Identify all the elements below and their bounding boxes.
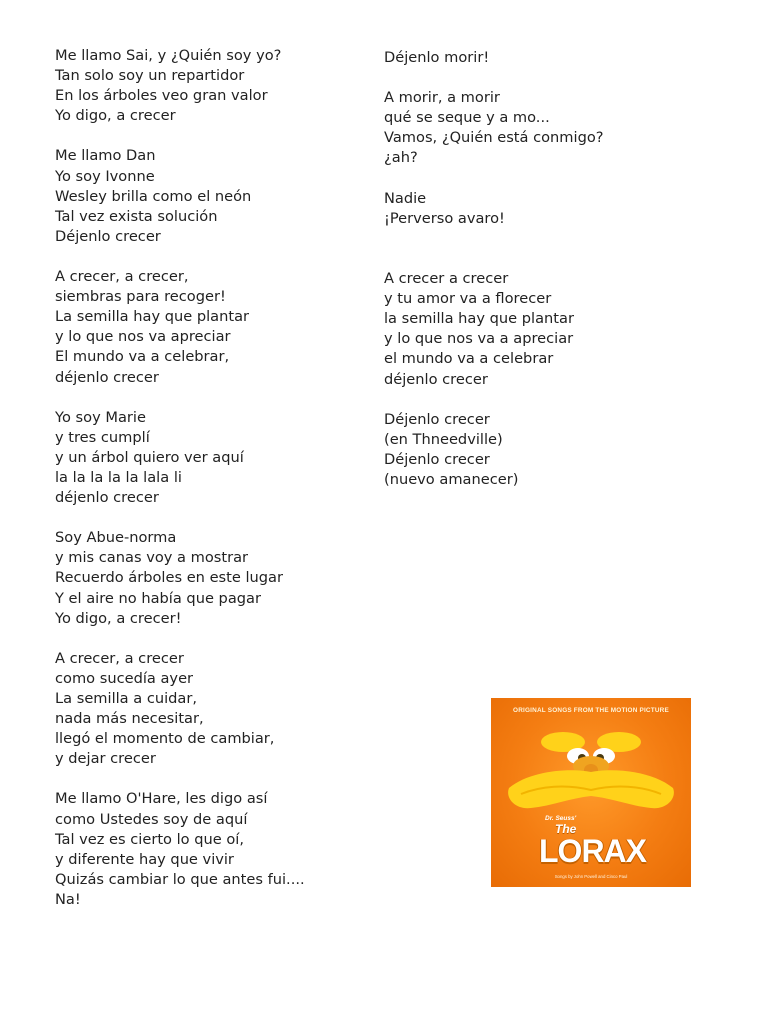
lyric-line: Vamos, ¿Quién está conmigo? (384, 129, 604, 147)
cover-the: The (555, 822, 577, 836)
lyric-line: y un árbol quiero ver aquí (55, 448, 244, 466)
lyric-line: Tal vez exista solución (55, 207, 218, 225)
lyric-line: La semilla hay que plantar (55, 308, 250, 326)
cover-credit: Songs by John Powell and Cinco Paul (554, 874, 628, 879)
lyric-line: como Ustedes soy de aquí (55, 810, 248, 828)
stanza (55, 649, 375, 770)
stanza (55, 267, 375, 388)
lyric-line: Recuerdo árboles en este lugar (55, 569, 283, 587)
lyric-line: Tan solo soy un repartidor (55, 67, 245, 85)
lyric-line: (nuevo amanecer) (384, 470, 519, 488)
lyric-line: Y el aire no había que pagar (55, 589, 261, 607)
lyric-line: En los árboles veo gran valor (55, 87, 268, 105)
stanza (55, 46, 375, 126)
lyric-line: déjenlo crecer (384, 370, 488, 388)
stanza (384, 189, 724, 229)
lyric-line: como sucedía ayer (55, 669, 194, 687)
lyric-line: A crecer a crecer (384, 270, 509, 288)
stanza (384, 88, 724, 168)
lyric-line: Yo digo, a crecer (55, 107, 176, 125)
lyric-line: Tal vez es cierto lo que oí, (55, 830, 244, 848)
lyric-line: Me llamo Dan (55, 147, 156, 165)
lyric-line: y tres cumplí (55, 428, 150, 446)
cover-brand: Dr. Seuss' (545, 815, 577, 822)
stanza (384, 269, 724, 390)
lyric-line: Me llamo O'Hare, les digo así (55, 790, 268, 808)
stanza (55, 528, 375, 628)
lyric-line: siembras para recoger! (55, 288, 226, 306)
lyric-line: Déjenlo morir! (384, 49, 490, 66)
lyric-line: la semilla hay que plantar (384, 310, 574, 328)
lyric-line: y mis canas voy a mostrar (55, 549, 249, 567)
lyric-line: Déjenlo crecer (384, 450, 490, 468)
lyric-line: Na! (55, 890, 81, 908)
lyrics-left-column (55, 46, 375, 910)
lyric-line: Soy Abue-norma (55, 529, 177, 547)
lyric-line: Déjenlo crecer (55, 227, 161, 245)
lyric-line: y dejar crecer (55, 750, 156, 768)
lorax-album-cover (491, 698, 691, 887)
lyric-line: La semilla a cuidar, (55, 690, 198, 707)
stanza (55, 146, 375, 246)
stanza (384, 410, 724, 490)
stanza (55, 408, 375, 508)
lyric-line: ¡Perverso avaro! (384, 209, 505, 227)
lyrics-right-column (384, 48, 724, 490)
lyric-line: Déjenlo crecer (384, 410, 490, 428)
lyric-line: Me llamo Sai, y ¿Quién soy yo? (55, 47, 282, 64)
lyric-line: A morir, a morir (384, 89, 500, 107)
lyric-line: A crecer, a crecer (55, 649, 184, 667)
lyric-line: déjenlo crecer (55, 368, 159, 386)
lyric-line: el mundo va a celebrar (384, 350, 554, 368)
stanza (384, 48, 724, 68)
cover-top-text: ORIGINAL SONGS FROM THE MOTION PICTURE (513, 707, 669, 714)
stanza (55, 789, 375, 910)
lyric-line: Yo soy Ivonne (55, 167, 155, 185)
lyric-line: Nadie (384, 189, 427, 207)
lyric-line: qué se seque y a mo... (384, 109, 550, 127)
lyric-line: (en Thneedville) (384, 430, 503, 448)
lyric-line: Yo soy Marie (55, 408, 146, 426)
lyric-line: ¿ah? (384, 149, 418, 167)
lyric-line: y lo que nos va a apreciar (384, 330, 574, 348)
lyric-line: nada más necesitar, (55, 710, 204, 728)
lyric-line: El mundo va a celebrar, (55, 348, 230, 366)
lyric-line: y lo que nos va apreciar (55, 328, 231, 346)
lyric-line: y diferente hay que vivir (55, 850, 234, 868)
lyric-line: Wesley brilla como el neón (55, 187, 252, 205)
lyric-line: la la la la la lala li (55, 468, 182, 486)
lyric-line: déjenlo crecer (55, 489, 159, 507)
lyric-line: llegó el momento de cambiar, (55, 730, 275, 748)
lyric-line: Quizás cambiar lo que antes fui.... (55, 870, 305, 888)
lyric-line: Yo digo, a crecer! (55, 609, 182, 627)
lyric-line: A crecer, a crecer, (55, 268, 189, 286)
cover-title: LORAX (539, 833, 646, 869)
lyric-line: y tu amor va a florecer (384, 290, 552, 308)
